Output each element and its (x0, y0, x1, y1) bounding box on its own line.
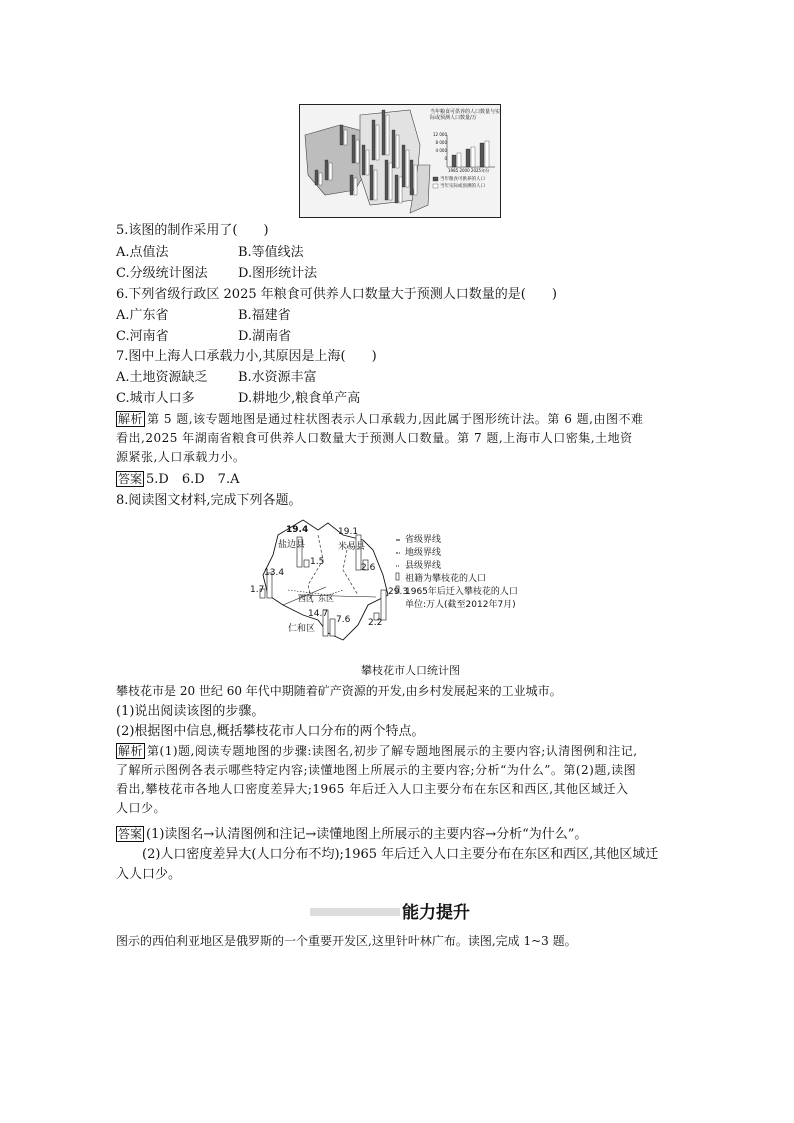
q5-stem: 5.该图的制作采用了( ) (116, 223, 269, 238)
explanation-line: 人口少。 (116, 801, 167, 815)
bar-renhe-migrant (330, 619, 335, 636)
label-miyi: 米易县 (338, 542, 366, 552)
label-1-7: 1.7 (250, 585, 265, 595)
explanation-8 (116, 742, 676, 818)
figure1-x-ticks: 1985 2000 2025年份 (448, 168, 490, 173)
q7-option-c: C.城市人口多 (116, 391, 195, 406)
y-tick: 8 000 (435, 140, 447, 145)
y-tick: 0 (444, 156, 447, 161)
figure2-caption: 攀枝花市人口统计图 (361, 664, 460, 677)
daan-tag: 答案 (118, 827, 143, 841)
label-dongqu: 东区 (318, 594, 334, 603)
explanation-line: 了解所示图例各表示哪些特定内容;读懂地图上所展示的主要内容;分析“为什么”。第(2)题,读图 (116, 763, 637, 777)
explanation-line: 第 5 题,该专题地图是通过柱状图表示人口承载力,因此属于图形统计法。第 6 题,由图不难 (147, 412, 644, 426)
label-13-4: 13.4 (264, 568, 285, 578)
q7-stem: 7.图中上海人口承载力小,其原因是上海( ) (116, 349, 377, 364)
q8-stem: 8.阅读图文材料,完成下列各题。 (116, 493, 302, 508)
figure1-legend-b: 当年实际或预测的人口 (440, 184, 485, 189)
jiexi-tag: 解析 (118, 412, 144, 426)
label-1-5: 1.5 (310, 557, 325, 567)
q6-option-b: B.福建省 (238, 308, 291, 323)
explanation-5-7 (116, 410, 676, 467)
label-14-7: 14.7 (308, 609, 329, 619)
q7-option-a: A.土地资源缺乏 (116, 370, 208, 385)
figure2-legend (405, 534, 518, 612)
q8-intro: 攀枝花市是 20 世纪 60 年代中期随着矿产资源的开发,由乡村发展起来的工业城市。 (116, 684, 562, 698)
q8-sub1: (1)说出阅读该图的步骤。 (116, 704, 265, 719)
legend-native: 祖籍为攀枝花的人口 (405, 574, 487, 584)
explanation-line: 看出,2025 年湖南省粮食可供养人口数量大于预测人口数量。第 7 题,上海市人口密集,土地资 (116, 431, 633, 445)
map-graphic (300, 105, 500, 217)
figure1-legend-title: 当年粮食可供养的人口数量与实际或预测人口数量/万 (430, 109, 501, 121)
section-bar (310, 908, 400, 916)
label-2-6: 2.6 (361, 563, 376, 573)
answer-8 (116, 825, 676, 885)
label-renhe: 仁和区 (288, 624, 316, 634)
daan-tag: 答案 (118, 472, 143, 486)
q6-option-d: D.湖南省 (238, 329, 292, 344)
label-29-3: 29.3 (388, 587, 409, 597)
explanation-line: 第(1)题,阅读专题地图的步骤:读图名,初步了解专题地图展示的主要内容;认清图例和注记, (147, 744, 638, 758)
q7-option-b: B.水资源丰富 (238, 370, 317, 385)
answer-line: 入人口少。 (116, 867, 182, 882)
legend-prov-boundary: 省级界线 (405, 535, 442, 545)
q6-stem: 6.下列省级行政区 2025 年粮食可供养人口数量大于预测人口数量的是( ) (116, 287, 557, 302)
q5-option-b: B.等值线法 (238, 245, 304, 260)
answer-line: (1)读图名→认清图例和注记→读懂地图上所展示的主要内容→分析“为什么”。 (146, 827, 588, 842)
bar-yanbian-migrant (304, 560, 309, 567)
figure1-legend-a: 当年粮食可供养的人口 (440, 177, 485, 182)
q8-sub2: (2)根据图中信息,概括攀枝花市人口分布的两个特点。 (116, 724, 425, 739)
section-title: 能力提升 (402, 903, 470, 923)
jiexi-tag: 解析 (118, 744, 144, 758)
label-7-6: 7.6 (336, 615, 351, 625)
q5-option-a: A.点值法 (116, 245, 169, 260)
y-tick: 4 000 (435, 148, 447, 153)
siberia-intro: 图示的西伯利亚地区是俄罗斯的一个重要开发区,这里针叶林广布。读图,完成 1~3 题。 (116, 934, 577, 948)
legend-pref-boundary: 地级界线 (405, 548, 442, 558)
legend-unit: 单位:万人(截至2012年7月) (405, 600, 516, 610)
figure1-y-ticks (427, 131, 447, 163)
population-capacity-map (299, 104, 501, 218)
label-19-4: 19.4 (286, 525, 309, 535)
explanation-line: 看出,攀枝花市各地人口密度差异大;1965 年后迁入人口主要分布在东区和西区,其他区域迁入 (116, 782, 629, 796)
label-19-1: 19.1 (338, 527, 359, 537)
panzhihua-map (248, 515, 568, 660)
y-tick: 12 000 (433, 132, 447, 137)
answer-text: 5.D 6.D 7.A (146, 472, 240, 487)
q5-option-c: C.分级统计图法 (116, 266, 208, 281)
legend-migrant: 1965年后迁入攀枝花的人口 (405, 587, 518, 597)
label-xiqu: 西区 (298, 594, 314, 603)
answer-5-7 (116, 470, 676, 490)
legend-county-boundary: 县级界线 (405, 561, 442, 571)
label-2-2: 2.2 (368, 618, 383, 628)
label-yanbian: 盐边县 (278, 540, 306, 550)
explanation-line: 源紧张,人口承载力小。 (116, 450, 246, 464)
q7-option-d: D.耕地少,粮食单产高 (238, 391, 361, 406)
q5-option-d: D.图形统计法 (238, 266, 318, 281)
bar-east-migrant (381, 590, 386, 620)
q6-option-c: C.河南省 (116, 329, 169, 344)
section-heading (310, 898, 560, 924)
answer-line: (2)人口密度差异大(人口分布不均);1965 年后迁入人口主要分布在东区和西区,其他区域迁 (142, 847, 659, 862)
q6-option-a: A.广东省 (116, 308, 169, 323)
